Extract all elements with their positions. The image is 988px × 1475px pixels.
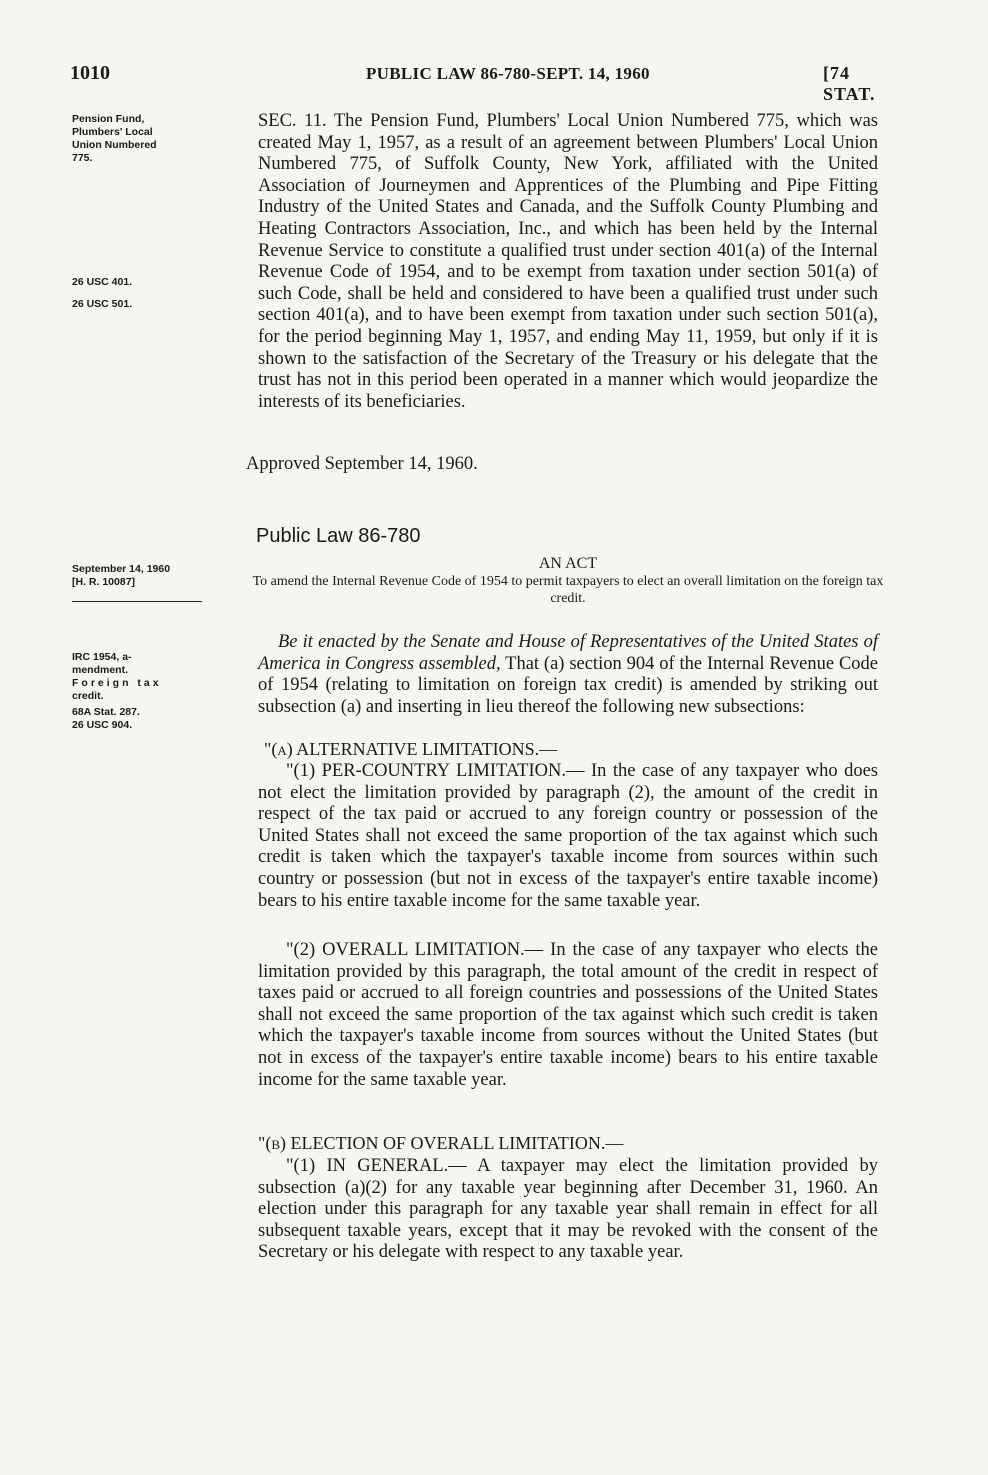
margin-line: 26 USC 501. <box>72 298 133 310</box>
subsection-b-heading: "(b) ELECTION OF OVERALL LIMITATION.— <box>258 1133 624 1153</box>
paragraph-lead: "(2) OVERALL LIMITATION.— <box>286 940 544 960</box>
enacting-text: That (a) section 904 of the Internal Revenue Code of 1954 (relating to limitation on foreign tax credit) is amended by striking out subsection (a) and inserting in lieu thereof the following new subsections: <box>258 653 878 717</box>
margin-note-irc <box>72 651 212 732</box>
paragraph-lead: "(1) IN GENERAL.— <box>286 1156 467 1176</box>
an-act-heading: AN ACT <box>538 555 598 572</box>
margin-note-usc <box>72 271 212 315</box>
margin-line: Plumbers' Local <box>72 126 153 138</box>
running-title: PUBLIC LAW 86-780-SEPT. 14, 1960 <box>366 64 650 83</box>
margin-line: 775. <box>72 152 93 164</box>
margin-line: mendment. <box>72 664 129 676</box>
enacting-clause <box>258 632 878 718</box>
margin-line: IRC 1954, a- <box>72 651 132 663</box>
margin-line: Union Numbered <box>72 139 157 151</box>
subsection-a-heading: "(a) ALTERNATIVE LIMITATIONS.— <box>264 739 558 759</box>
margin-note-pension-fund <box>72 113 212 165</box>
margin-line: September 14, 1960 <box>72 563 171 575</box>
section-text: The Pension Fund, Plumbers' Local Union Numbered 775, which was created May 1, 1957, as a result of an agreement between Plumbers' Local Union Numbered 775, of Suffolk County, New York, affiliated with the United Association of Journeymen and Apprentices of the Plumbing and Pipe Fitting Industry of the United States and Canada, and the Suffolk County Plumbing and Heating Contractors Association, Inc., and which has been held by the Internal Revenue Service to constitute a qualified trust under section 401(a) of the Internal Revenue Code of 1954, and to be exempt from taxation under section 501(a) of such Code, shall be held and considered to have been a qualified trust under such section 401(a), and to have been exempt from taxation under such section 501(a), for the period beginning May 1, 1957, and ending May 11, 1959, but only if it is shown to the satisfaction of the Secretary of the Treasury or his delegate that the trust has not in this period been operated in a manner which would jeopardize the interests of its beneficiaries. <box>258 111 879 412</box>
enacting-formula: Be it enacted by the Senate and House of Representatives of the United States of America in Congress assembled, <box>258 632 878 674</box>
paragraph-text: In the case of any taxpayer who elects the limitation provided by this paragraph, the total amount of the credit in respect of taxes paid or accrued to all foreign countries and possessions of the United States shall not exceed the same proportion of the tax against which such credit is taken which the taxpayer's taxable income from sources without the United States (but not in excess of the taxpayer's entire taxable income) bears to his entire taxable income for the same taxable year. <box>258 940 879 1090</box>
margin-line: Pension Fund, <box>72 113 145 125</box>
paragraph-lead: "(1) PER-COUNTRY LIMITATION.— <box>286 761 585 781</box>
approval-date: Approved September 14, 1960. <box>246 454 478 474</box>
margin-line: 26 USC 904. <box>72 719 133 731</box>
margin-line: Foreign tax <box>72 677 162 689</box>
margin-line: 26 USC 401. <box>72 276 133 288</box>
section-label: SEC. 11. <box>258 111 327 131</box>
public-law-title: Public Law 86-780 <box>256 525 421 547</box>
margin-rule <box>72 601 202 602</box>
margin-line: credit. <box>72 690 104 702</box>
paragraph-overall-limitation <box>258 940 878 1091</box>
page-number: 1010 <box>70 62 110 84</box>
margin-line: [H. R. 10087] <box>72 576 136 588</box>
paragraph-text: A taxpayer may elect the limitation provided by subsection (a)(2) for any taxable year beginning after December 31, 1960. An election under this paragraph for any taxable year shall remain in effect for all subsequent taxable years, except that it may be revoked with the consent of the Secretary or his delegate with respect to any taxable year. <box>258 1156 878 1263</box>
statute-reference: [74 STAT. <box>823 63 876 104</box>
page-header <box>70 62 880 104</box>
paragraph-text: In the case of any taxpayer who does not elect the limitation provided by paragraph (2), the amount of the credit in respect of the tax paid or accrued to any foreign country or possession of the United States shall not exceed the same proportion of the tax against which such credit is taken which the taxpayer's taxable income from sources within such country or possession (but not in excess of the taxpayer's entire taxable income) bears to his entire taxable income for the same taxable year. <box>258 761 879 911</box>
margin-line: 68A Stat. 287. <box>72 706 140 718</box>
paragraph-per-country-limitation <box>258 761 878 912</box>
paragraph-in-general <box>258 1156 878 1264</box>
act-purpose: To amend the Internal Revenue Code of 1954 to permit taxpayers to elect an overall limitation on the foreign tax credit. <box>252 574 884 606</box>
section-11-paragraph <box>258 111 878 413</box>
margin-note-date <box>72 563 212 589</box>
